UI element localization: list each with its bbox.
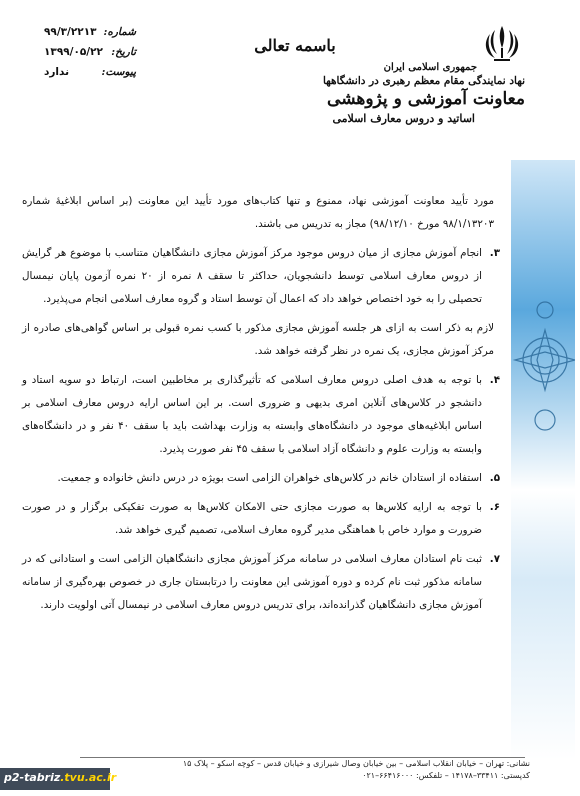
list-item [22, 242, 500, 311]
org-line-country: جمهوری اسلامی ایران [383, 62, 477, 73]
meta-date-row [44, 42, 136, 62]
basmala-heading: باسمه تعالی [254, 36, 336, 55]
site-domain: .tvu.ac.ir [60, 771, 117, 784]
meta-number-row [44, 22, 136, 42]
letter-body [22, 190, 500, 617]
item-text: با توجه به ارایه کلاس‌ها به صورت مجازی حتی الامکان کلاس‌ها به صورت تفکیکی برگزار و در صورت ضرورت و موارد خاص با هماهنگی مدیر گروه معارف اسلامی، تصمیم گیری خواهد شد. [22, 501, 482, 536]
item-number: ۷. [489, 553, 500, 565]
note-text: لازم به ذکر است به ازای هر جلسه آموزش مجازی مذکور با کسب نمره قبولی بر اساس گواهی‌های صادره از مرکز آموزش مجازی، یک نمره در نظر گرفته خواهد شد. [22, 322, 494, 357]
list-item [22, 369, 500, 461]
item-text: ثبت نام استادان معارف اسلامی در سامانه مرکز آموزش مجازی دانشگاهیان الزامی است و استادانی که در سامانه مذکور ثبت نام کرده و دوره آموزشی این معاونت را درتابستان جاری در خصوص بهره‌گیری از سامانه آموزش مجازی دانشگاهیان گذرانده‌اند، برای تدریس دروس معارف اسلامی در نیمسال آتی اولویت دارند. [22, 553, 482, 611]
footer-address: نشانی: تهران – خیابان انقلاب اسلامی – بین خیابان وصال شیرازی و خیابان قدس – کوچه اسکو – پلاک ۱۵ [182, 759, 530, 768]
meta-attachment-label: پیوست: [101, 66, 136, 78]
item-text: استفاده از استادان خانم در کلاس‌های خواهران الزامی است بویژه در درس دانش خانواده و جمعیت. [57, 472, 482, 484]
meta-date-label: تاریخ: [111, 46, 136, 58]
organization-header [305, 62, 525, 125]
item-text: انجام آموزش مجازی از میان دروس موجود مرکز آموزش مجازی دانشگاهیان متناسب با موضوع هر گرایش از دروس معارف اسلامی توسط دانشجویان، حداکثر تا سقف ۸ نمره از ۲۰ نمره آزمون پایان نیمسال تحصیلی را به خود اختصاص خواهد داد که اعمال آن توسط استاد و گروه معارف اسلامی انجام می‌پذیرد. [22, 247, 482, 305]
item-number: ۵. [489, 472, 500, 484]
item-text: با توجه به هدف اصلی دروس معارف اسلامی که تأثیرگذاری بر مخاطبین است، ارتباط دو سویه استاد و دانشجو در کلاس‌های آنلاین امری بدیهی و ضروری است. بر این اساس ارایه دروس معارف اسلامی بر اساس ابلاغیه‌های موجود در دانشگاه‌های وابسته به وزارت بهداشت باید با سقف ۴۰ نفر و در دانشگاه‌های وابسته به وزارت علوم و دانشگاه آزاد اسلامی با سقف ۴۵ نفر صورت پذیرد. [22, 374, 482, 455]
meta-date-value: ۱۳۹۹/۰۵/۲۲ [44, 46, 103, 58]
list-item [22, 467, 500, 490]
site-prefix: p2-tabriz [4, 771, 61, 784]
meta-attachment-value: ندارد [44, 66, 70, 78]
item-number: ۶. [489, 501, 500, 513]
footer-contact: کدپستی: ۳۳۴۱۱–۱۴۱۷۸ – تلفکس: ۶۶۴۱۶۰۰۰–۰۲۱ [362, 771, 530, 780]
letter-footer [120, 758, 530, 782]
decorative-side-band [505, 160, 575, 760]
iran-emblem-icon [477, 22, 527, 66]
org-line-deputy: معاونت آموزشی و پژوهشی [327, 89, 525, 109]
meta-number-value: ۹۹/۳/۲۲۱۳ [44, 26, 97, 38]
site-watermark [4, 771, 116, 784]
item-number: ۴. [489, 374, 500, 386]
meta-number-label: شماره: [103, 26, 136, 38]
note-paragraph [22, 317, 494, 363]
letter-meta [44, 22, 136, 82]
meta-attachment-row [44, 62, 136, 82]
intro-paragraph: مورد تأیید معاونت آموزشی نهاد، ممنوع و تنها کتاب‌های مورد تأیید این معاونت (بر اساس ابلاغیهٔ شماره ۹۸/۱/۱۳۲۰۳ مورخ ۹۸/۱۲/۱۰) مجاز به تدریس می باشند. [22, 195, 494, 230]
list-item [22, 548, 500, 617]
item-number: ۳. [489, 247, 500, 259]
list-item [22, 496, 500, 542]
org-line-department: اساتید و دروس معارف اسلامی [332, 112, 475, 125]
org-line-institution: نهاد نمایندگی مقام معظم رهبری در دانشگاهها [322, 75, 525, 87]
